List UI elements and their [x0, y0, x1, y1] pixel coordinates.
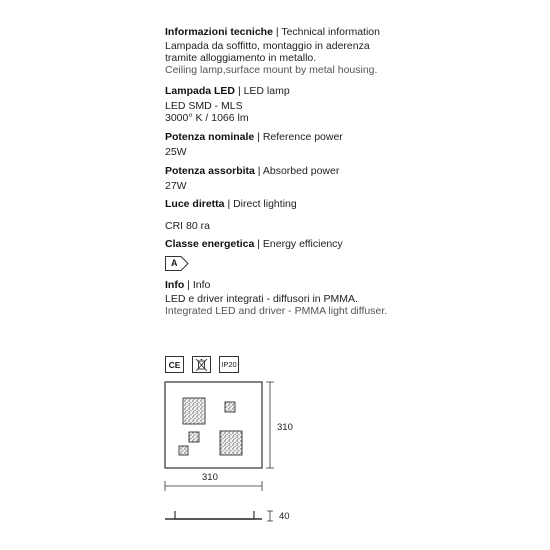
heading-en: Energy efficiency [262, 238, 343, 250]
info-en: Integrated LED and driver - PMMA light diffuser. [165, 305, 388, 317]
energy-class: A [171, 258, 178, 268]
rated-power-value: 25W [165, 146, 187, 158]
heading-en: Reference power [262, 131, 343, 143]
heading-it: Info [165, 279, 185, 291]
diffuser-large-bottom [220, 431, 242, 455]
technical-info-heading: Informazioni tecniche | Technical information [165, 26, 380, 38]
energy-heading: Classe energetica | Energy efficiency [165, 238, 343, 250]
cri-value: CRI 80 ra [165, 220, 210, 232]
side-view [165, 511, 273, 521]
heading-it: Potenza nominale [165, 131, 255, 143]
description-it-1: Lampada da soffitto, montaggio in aderenza [165, 40, 370, 52]
absorbed-power-value: 27W [165, 180, 187, 192]
heading-it: Lampada LED [165, 85, 236, 97]
info-heading: Info | Info [165, 279, 211, 291]
diffuser-small-top [225, 402, 235, 412]
heading-it: Classe energetica [165, 238, 255, 250]
description-it-2: tramite alloggiamento in metallo. [165, 52, 317, 64]
heading-it: Luce diretta [165, 198, 225, 210]
lamp-heading: Lampada LED | LED lamp [165, 85, 290, 97]
diffuser-large-top [183, 398, 205, 424]
absorbed-power-heading: Potenza assorbita | Absorbed power [165, 165, 340, 177]
height-label: 310 [277, 422, 293, 433]
description-en: Ceiling lamp,surface mount by metal housing. [165, 64, 378, 76]
diffuser-small-bottom [179, 446, 188, 455]
heading-en: Info [192, 279, 211, 291]
ce-mark-label: CE [168, 360, 181, 370]
lamp-color-lumen: 3000° K / 1066 lm [165, 112, 249, 124]
rated-power-heading: Potenza nominale | Reference power [165, 131, 343, 143]
heading-en: Technical information [281, 26, 380, 38]
height-dimension [266, 382, 274, 468]
info-it: LED e driver integrati - diffusori in PMMA. [165, 293, 358, 305]
diffuser-small-middle [189, 432, 199, 442]
heading-en: Direct lighting [233, 198, 297, 210]
heading-it: Informazioni tecniche [165, 26, 273, 38]
heading-en: LED lamp [243, 85, 290, 97]
ip-rating: IP20 [221, 360, 237, 369]
top-view [165, 382, 262, 468]
depth-label: 40 [279, 511, 290, 522]
width-label: 310 [202, 472, 218, 483]
lighting-heading: Luce diretta | Direct lighting [165, 198, 297, 210]
heading-it: Potenza assorbita [165, 165, 255, 177]
lamp-type: LED SMD - MLS [165, 100, 243, 112]
heading-en: Absorbed power [262, 165, 340, 177]
